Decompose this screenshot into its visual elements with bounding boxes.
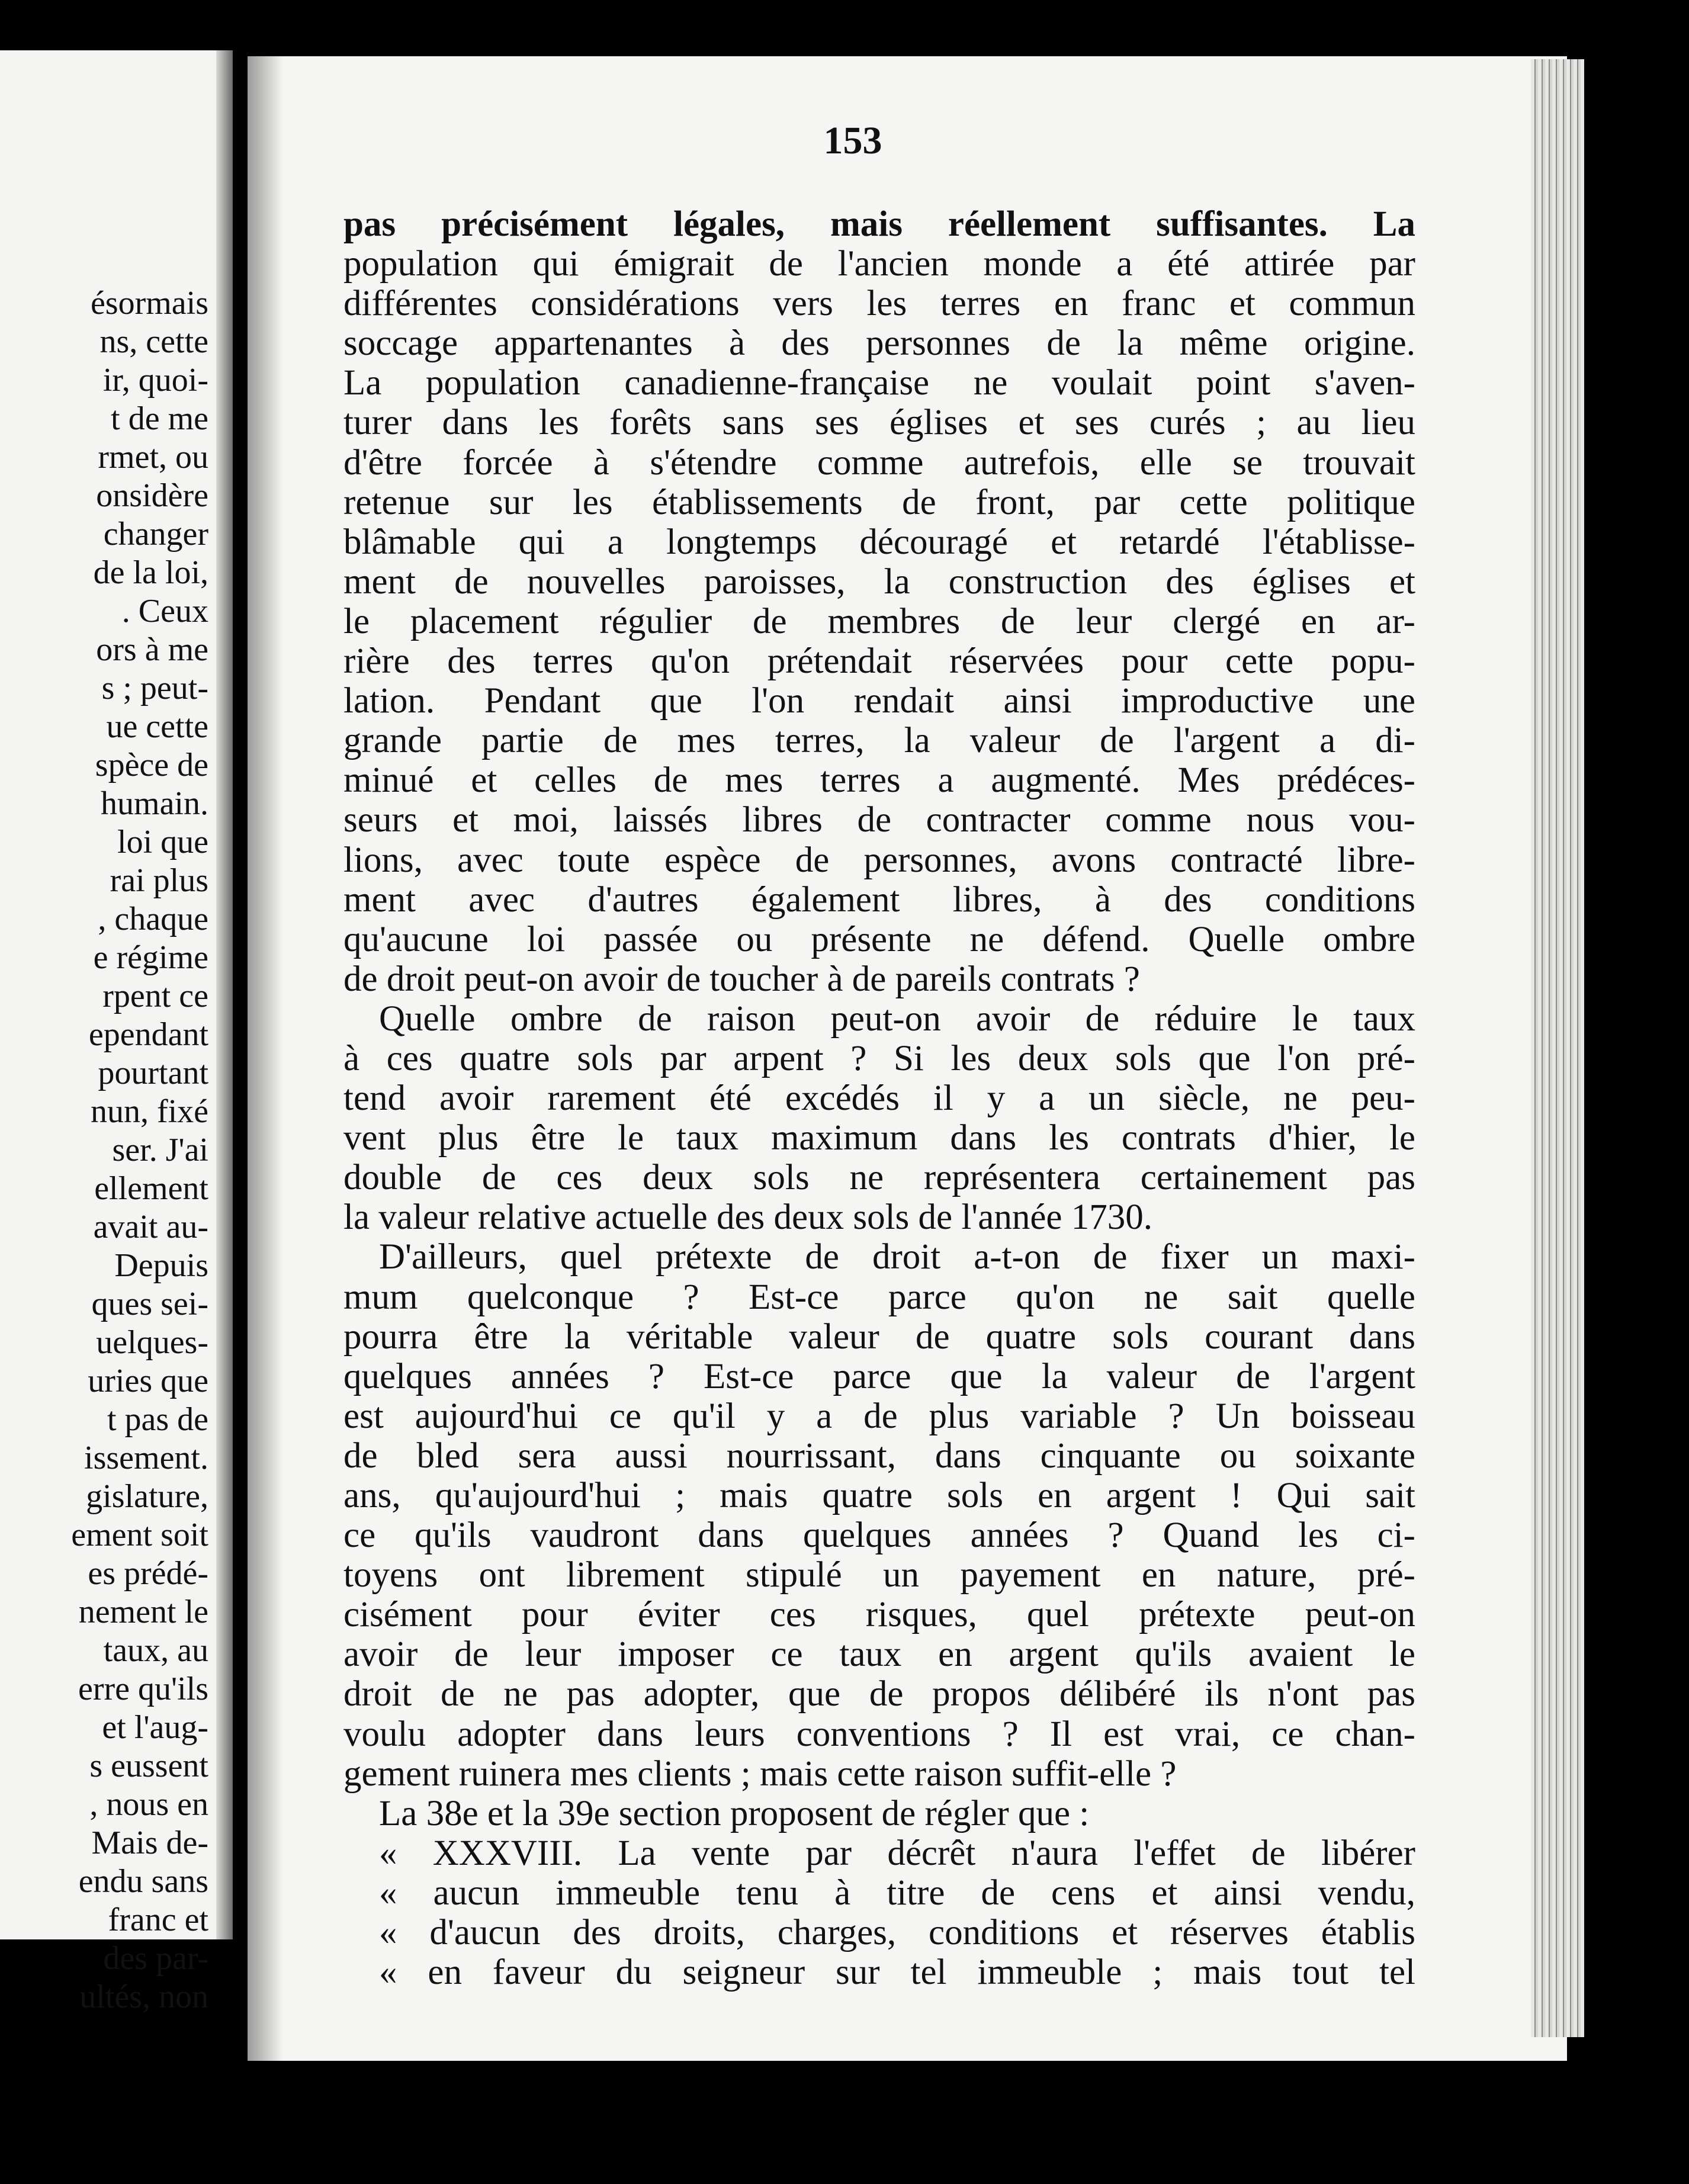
text-line: cisément pour éviter ces risques, quel prétexte peut-on [343,1595,1415,1635]
text-line: franc et [108,1902,208,1938]
page-shadow [248,56,283,2061]
text-line: rai plus [110,862,208,899]
text-line: , nous en [89,1786,208,1823]
text-line: ue cette [106,708,208,745]
text-line: uelques- [96,1324,208,1361]
text-line: ependant [88,1016,208,1053]
text-line: pas précisément légales, mais réellement suffisantes. La [343,204,1415,244]
text-line: ellement [94,1170,208,1207]
text-line: ment de nouvelles paroisses, la construction des églises et [343,561,1415,602]
text-line: La 38e et la 39e section proposent de régler que : [379,1793,1090,1833]
text-line: changer [103,516,208,553]
text-line: t pas de [107,1401,208,1438]
text-line: ques sei- [91,1286,208,1322]
book-gutter [216,50,233,1939]
facing-page-text [0,284,208,2016]
text-line: gislature, [86,1478,208,1515]
text-line: nun, fixé [90,1093,208,1130]
text-line: e régime [93,939,208,976]
text-line: soccage appartenantes à des personnes de la même origine. [343,323,1415,364]
text-line: avait au- [93,1209,208,1245]
text-line: voulu adopter dans leurs conventions ? Il est vrai, ce chan- [343,1714,1415,1754]
text-line: est aujourd'hui ce qu'il y a de plus variable ? Un boisseau [343,1396,1415,1436]
text-line: de la loi, [93,554,208,591]
text-line: des par- [103,1940,208,1977]
text-line: et l'aug- [102,1709,208,1746]
text-line: double de ces deux sols ne représentera certainement pas [343,1158,1415,1198]
text-line: « aucun immeuble tenu à titre de cens et ainsi vendu, [379,1873,1415,1913]
text-line: humain. [101,785,208,822]
text-line: minué et celles de mes terres a augmenté. Mes prédéces- [343,760,1415,801]
text-line: Quelle ombre de raison peut-on avoir de réduire le taux [379,998,1415,1039]
text-line: rmet, ou [98,439,208,476]
text-line: « en faveur du seigneur sur tel immeuble ; mais tout tel [379,1952,1415,1993]
text-line: ans, qu'aujourd'hui ; mais quatre sols en argent ! Qui sait [343,1476,1415,1515]
text-line: s ; peut- [101,670,208,706]
text-line: tend avoir rarement été excédés il y a un siècle, ne peu- [343,1078,1415,1119]
text-line: turer dans les forêts sans ses églises et ses curés ; au lieu [343,403,1415,443]
text-line: quelques années ? Est-ce parce que la valeur de l'argent [343,1356,1415,1396]
text-line: . Ceux [121,593,208,629]
text-line: issement. [84,1440,208,1476]
text-line: ir, quoi- [102,362,208,399]
text-line: ser. J'ai [112,1132,208,1168]
text-line: « XXXVIII. La vente par décrêt n'aura l'effet de libérer [379,1833,1415,1873]
text-line: ors à me [96,631,208,668]
text-line: d'être forcée à s'étendre comme autrefois, elle se trouvait [343,442,1415,483]
text-line: mum quelconque ? Est-ce parce qu'on ne sait quelle [343,1277,1415,1317]
text-line: lions, avec toute espèce de personnes, avons contracté libre- [343,840,1415,880]
text-line: ns, cette [99,323,208,360]
text-line: le placement régulier de membres de leur clergé en ar- [343,601,1415,641]
text-line: droit de ne pas adopter, que de propos délibéré ils n'ont pas [343,1674,1415,1714]
text-line: uries que [88,1363,208,1399]
text-line: loi que [117,824,208,860]
text-line: retenue sur les établissements de front, par cette politique [343,482,1415,522]
text-line: onsidère [96,477,208,514]
page-stack-edge [1531,59,1584,2037]
page-number: 153 [823,119,882,162]
text-line: ésormais [90,285,208,322]
text-line: « d'aucun des droits, charges, conditions et réserves établis [379,1913,1415,1953]
text-line: nement le [78,1594,208,1630]
text-line: avoir de leur imposer ce taux en argent qu'ils avaient le [343,1634,1415,1675]
text-line: seurs et moi, laissés libres de contracter comme nous vou- [343,800,1415,840]
text-line: Depuis [114,1247,208,1284]
text-line: t de me [111,400,208,437]
text-line: rière des terres qu'on prétendait réservées pour cette popu- [343,641,1415,682]
text-line: spèce de [95,747,208,783]
facing-page [0,50,228,2015]
text-line: à ces quatre sols par arpent ? Si les deux sols que l'on pré- [343,1038,1415,1078]
text-line: ultés, non [79,1979,208,2015]
text-line: vent plus être le taux maximum dans les contrats d'hier, le [343,1118,1415,1158]
text-line: taux, au [103,1632,208,1669]
text-line: ment avec d'autres également libres, à des conditions [343,879,1415,920]
page-body-text [343,204,1415,1992]
text-line: pourra être la véritable valeur de quatre sols courant dans [343,1316,1415,1357]
text-line: lation. Pendant que l'on rendait ainsi improductive une [343,681,1415,721]
text-line: rpent ce [102,978,208,1014]
text-line: ce qu'ils vaudront dans quelques années ? Quand les ci- [343,1515,1415,1556]
text-line: grande partie de mes terres, la valeur de l'argent a di- [343,721,1415,761]
text-line: toyens ont librement stipulé un payement en nature, pré- [343,1555,1415,1595]
text-line: qu'aucune loi passée ou présente ne défend. Quelle ombre [343,919,1415,959]
text-line: pourtant [98,1055,208,1091]
text-line: la valeur relative actuelle des deux sols de l'année 1730. [343,1197,1153,1238]
text-line: es prédé- [88,1555,208,1592]
text-line: blâmable qui a longtemps découragé et retardé l'établisse- [343,522,1415,562]
text-line: s eussent [89,1748,208,1784]
text-line: erre qu'ils [78,1671,208,1707]
text-line: population qui émigrait de l'ancien monde a été attirée par [343,244,1415,284]
text-line: endu sans [78,1863,208,1900]
text-line: La population canadienne-française ne voulait point s'aven- [343,363,1415,403]
text-line: Mais de- [91,1825,208,1861]
text-line: gement ruinera mes clients ; mais cette raison suffit-elle ? [343,1753,1177,1794]
text-line: ement soit [71,1517,208,1553]
text-line: , chaque [98,901,208,937]
text-line: différentes considérations vers les terres en franc et commun [343,284,1415,324]
text-line: de bled sera aussi nourrissant, dans cinquante ou soixante [343,1435,1415,1476]
text-line: de droit peut-on avoir de toucher à de pareils contrats ? [343,959,1140,999]
text-line: D'ailleurs, quel prétexte de droit a-t-on de fixer un maxi- [379,1237,1415,1277]
